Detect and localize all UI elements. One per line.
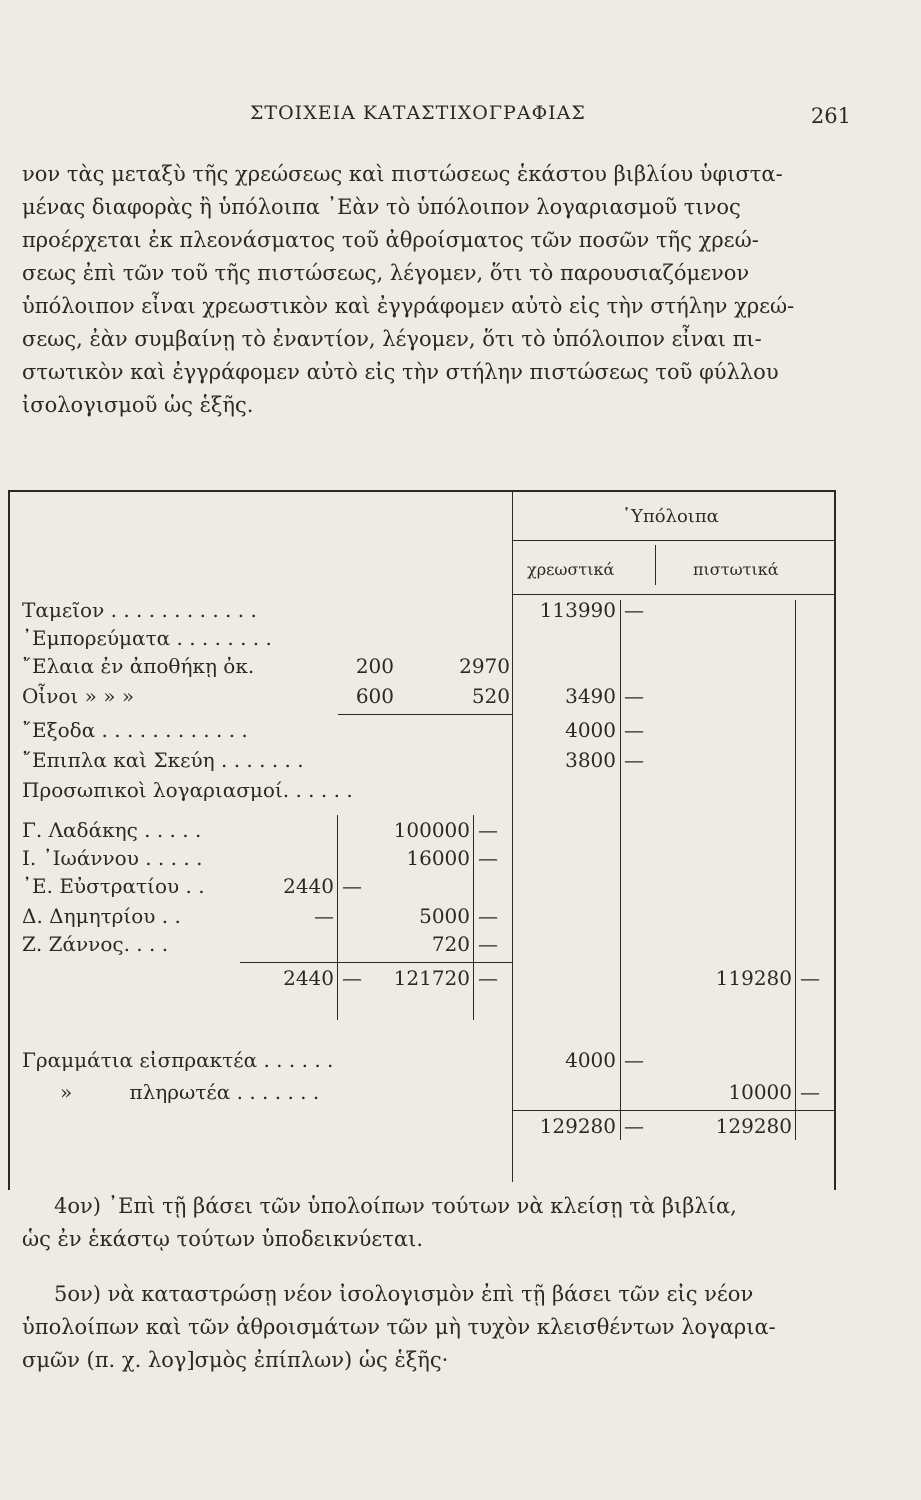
debit-sub-dimitriou: — xyxy=(314,904,334,928)
row-label-expenses: ῎Εξοδα . . . . . . . . . . . . xyxy=(22,718,248,742)
balances-left-rule xyxy=(512,492,513,1182)
debit-bills-receivable: 4000 xyxy=(565,1048,616,1072)
table-left-border xyxy=(8,490,10,1190)
debit-dash: — xyxy=(624,598,644,622)
text-line: προέρχεται ἐκ πλεονάσματος τοῦ ἀθροίσματος τῶν ποσῶν τῆς χρεώ- xyxy=(22,228,759,252)
intro-paragraph xyxy=(22,158,842,422)
debit-dash: — xyxy=(624,718,644,742)
text-line: σεως, ἐὰν συμβαίνῃ τὸ ἐναντίον, λέγομεν, ὅτι τὸ ὑπόλοιπον εἶναι πι- xyxy=(22,327,762,351)
debit-sub-efstratiou: 2440 xyxy=(283,874,334,898)
text-line: μένας διαφορὰς ἢ ὑπόλοιπα ᾿Εὰν τὸ ὑπόλοιπον λογαριασμοῦ τινος xyxy=(22,195,741,219)
row-label-efstratiou: ᾿Ε. Εὐστρατίου . . xyxy=(22,874,205,898)
debit-dash: — xyxy=(624,684,644,708)
amount-wine: 520 xyxy=(471,684,510,708)
personal-total-rule xyxy=(240,962,512,963)
credit-column-header: πιστωτικά xyxy=(693,560,779,579)
sub-total-debit: 2440 xyxy=(283,966,334,990)
text-line: στωτικὸν καὶ ἐγγράφομεν αὐτὸ εἰς τὴν στήλην πιστώσεως τοῦ φύλλου xyxy=(22,360,779,384)
credit-dash: — xyxy=(800,966,820,990)
row-label-furniture: ῎Επιπλα καὶ Σκεύη . . . . . . . xyxy=(22,748,304,772)
text-line: 5ον) νὰ καταστρώσῃ νέον ἰσολογισμὸν ἐπὶ τῇ βάσει τῶν εἰς νέον xyxy=(54,1282,754,1306)
paragraph-4 xyxy=(22,1190,842,1256)
grand-total-credit: 129280 xyxy=(715,1114,792,1138)
sub-total-rule xyxy=(338,714,512,715)
text-line: νον τὰς μεταξὺ τῆς χρεώσεως καὶ πιστώσεως ἑκάστου βιβλίου ὑφιστα- xyxy=(22,162,783,186)
credit-dash-rule xyxy=(795,600,796,1140)
credit-bills-payable: 10000 xyxy=(728,1080,792,1104)
row-label-wine: Οἶνοι » » » xyxy=(22,684,135,708)
credit-sub-dimitriou: 5000 xyxy=(419,904,470,928)
text-line: σεως ἐπὶ τῶν τοῦ τῆς πιστώσεως, λέγομεν, ὅτι τὸ παρουσιαζόμενον xyxy=(22,261,750,285)
credit-dash: — xyxy=(800,1080,820,1104)
text-line: 4ον) ᾿Επὶ τῇ βάσει τῶν ὑπολοίπων τούτων νὰ κλείσῃ τὰ βιβλία, xyxy=(54,1194,737,1218)
debit-cash: 113990 xyxy=(539,598,616,622)
credit-personal-accounts: 119280 xyxy=(715,966,792,990)
debit-dash: — xyxy=(624,748,644,772)
debit-column-header: χρεωστικά xyxy=(527,560,615,579)
qty-olive-oil: 200 xyxy=(355,654,394,678)
running-title: ΣΤΟΙΧΕΙΑ ΚΑΤΑΣΤΙΧΟΓΡΑΦΙΑΣ xyxy=(250,102,586,124)
row-label-dimitriou: Δ. Δημητρίου . . xyxy=(22,904,181,928)
grand-total-rule xyxy=(512,1110,834,1111)
sub-dash: — xyxy=(478,932,498,956)
sub-dash: — xyxy=(478,966,498,990)
row-label-ioannou: Ι. ᾿Ιωάννου . . . . . xyxy=(22,846,203,870)
row-label-olive-oil: ῎Ελαια ἐν ἀποθήκῃ ὀκ. xyxy=(22,654,255,678)
row-label-zannos: Ζ. Ζάννος. . . . xyxy=(22,932,169,956)
credit-sub-ladakis: 100000 xyxy=(393,818,470,842)
row-label-personal-accounts: Προσωπικοὶ λογαριασμοί. . . . . . xyxy=(22,778,353,802)
grand-total-debit: 129280 xyxy=(539,1114,616,1138)
table-right-border xyxy=(834,490,836,1190)
page-number: 261 xyxy=(810,104,851,128)
debit-furniture: 3800 xyxy=(565,748,616,772)
sub-dash: — xyxy=(478,904,498,928)
sub-dash: — xyxy=(342,966,362,990)
debit-merchandise: 3490 xyxy=(565,684,616,708)
debit-dash-rule xyxy=(620,600,621,1140)
amount-olive-oil: 2970 xyxy=(459,654,510,678)
credit-sub-zannos: 720 xyxy=(431,932,470,956)
row-label-cash: Ταμεῖον . . . . . . . . . . . . xyxy=(22,598,257,622)
sub-dash: — xyxy=(478,846,498,870)
text-line: ὑπόλοιπον εἶναι χρεωστικὸν καὶ ἐγγράφομεν αὐτὸ εἰς τὴν στήλην χρεώ- xyxy=(22,294,795,318)
row-label-ladakis: Γ. Λαδάκης . . . . . xyxy=(22,818,202,842)
row-label-bills-receivable: Γραμμάτια εἰσπρακτέα . . . . . . xyxy=(22,1048,334,1072)
credit-sub-ioannou: 16000 xyxy=(406,846,470,870)
row-label-merchandise: ᾿Εμπορεύματα . . . . . . . . xyxy=(22,626,272,650)
column-header-rule xyxy=(512,594,834,595)
sub-col-rule-1 xyxy=(337,815,338,1020)
debit-credit-separator xyxy=(655,545,656,585)
row-label-bills-payable: » πληρωτέα . . . . . . . xyxy=(60,1080,320,1104)
table-top-border xyxy=(10,490,836,492)
sub-dash: — xyxy=(342,874,362,898)
sub-total-credit: 121720 xyxy=(393,966,470,990)
balances-group-header: ῾Υπόλοιπα xyxy=(622,506,719,527)
sub-dash: — xyxy=(478,818,498,842)
balances-header-rule xyxy=(512,540,834,541)
debit-dash: — xyxy=(624,1114,644,1138)
text-line: ὑπολοίπων καὶ τῶν ἀθροισμάτων τῶν μὴ τυχὸν κλεισθέντων λογαρια- xyxy=(22,1315,776,1339)
paragraph-5 xyxy=(22,1278,842,1377)
qty-wine: 600 xyxy=(355,684,394,708)
sub-col-rule-2 xyxy=(473,815,474,1020)
debit-expenses: 4000 xyxy=(565,718,616,742)
debit-dash: — xyxy=(624,1048,644,1072)
text-line: ἰσολογισμοῦ ὡς ἑξῆς. xyxy=(22,393,254,417)
text-line: σμῶν (π. χ. λογ]σμὸς ἐπίπλων) ὡς ἑξῆς· xyxy=(22,1348,449,1372)
text-line: ὡς ἐν ἑκάστῳ τούτων ὑποδεικνύεται. xyxy=(22,1227,424,1251)
